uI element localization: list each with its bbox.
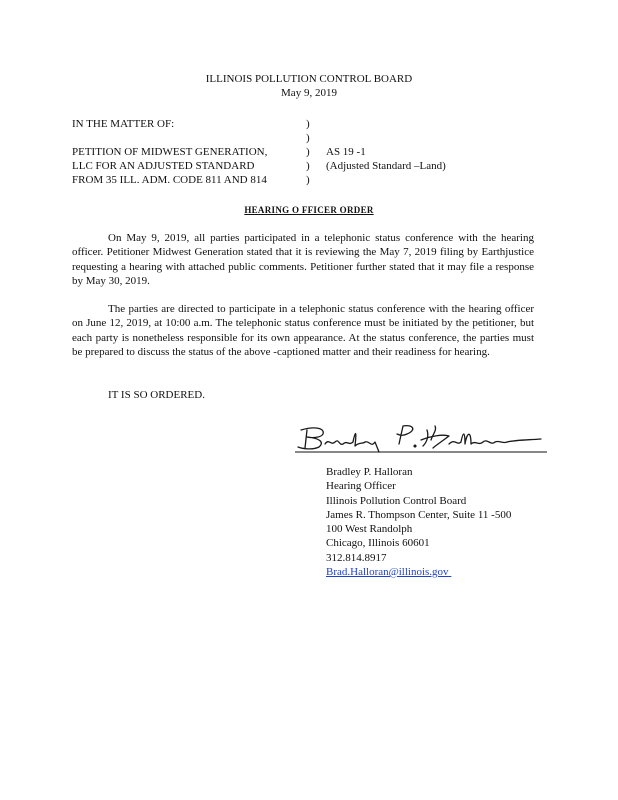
body-paragraph-1 — [72, 231, 534, 288]
signer-agency: Illinois Pollution Control Board — [326, 494, 467, 507]
signer-name: Bradley P. Halloran — [326, 466, 413, 478]
caption-line — [72, 131, 267, 145]
caption-paren: ) — [306, 146, 310, 158]
caption-left — [72, 117, 267, 187]
so-ordered: IT IS SO ORDERED. — [108, 389, 205, 401]
signer-city: Chicago, Illinois 60601 — [326, 537, 430, 550]
docket-number: AS 19 -1 — [326, 146, 366, 158]
caption-right-line — [326, 173, 446, 187]
caption-right — [326, 117, 446, 187]
caption-parens — [306, 117, 310, 187]
signer-address-2: 100 West Randolph — [326, 523, 413, 536]
body-paragraph-3 — [72, 388, 534, 402]
case-type: (Adjusted Standard –Land) — [326, 160, 446, 172]
signer-address-1: James R. Thompson Center, Suite 11 -500 — [326, 508, 512, 521]
caption-paren: ) — [306, 132, 310, 144]
signer-phone: 312.814.8917 — [326, 551, 387, 564]
caption-right-line — [326, 131, 446, 145]
caption-line: LLC FOR AN ADJUSTED STANDARD — [72, 160, 255, 172]
caption-right-line — [326, 117, 446, 131]
caption-line: IN THE MATTER OF: — [72, 118, 175, 130]
order-date: May 9, 2019 — [281, 87, 337, 99]
caption-paren: ) — [306, 160, 310, 172]
signature-block — [326, 465, 511, 579]
email-underline-tail — [449, 565, 475, 579]
order-title: HEARING O FFICER ORDER — [244, 205, 374, 215]
caption-paren: ) — [306, 174, 310, 186]
agency-name: ILLINOIS POLLUTION CONTROL BOARD — [205, 73, 413, 85]
caption-line: FROM 35 ILL. ADM. CODE 811 AND 814 — [72, 174, 267, 186]
signer-title: Hearing Officer — [326, 480, 396, 493]
signer-email-link[interactable]: Brad.Halloran@illinois.gov — [326, 566, 449, 579]
paragraph-text: The parties are directed to participate in a telephonic status conference with the hearing officer on June 12, 2019, at 10:00 a.m. The telephonic status conference must be initiated by the petitioner, but each party is nonetheless responsible for its own appearance. At the status conference, the parties must be prepared to discuss the status of the above -captioned matter and their readiness for hearing. — [72, 303, 534, 358]
body-paragraph-2 — [72, 302, 534, 359]
caption-line: PETITION OF MIDWEST GENERATION, — [72, 146, 268, 158]
caption-paren: ) — [306, 118, 310, 130]
paragraph-text: On May 9, 2019, all parties participated in a telephonic status conference with the hearing officer. Petitioner Midwest Generation stated that it is reviewing the May 7, 2019 filing by Earthjustice requesting a hearing with attached public comments. Petitioner further stated that it may file a response by May 30, 2019. — [72, 232, 534, 287]
handwritten-signature — [295, 420, 550, 460]
